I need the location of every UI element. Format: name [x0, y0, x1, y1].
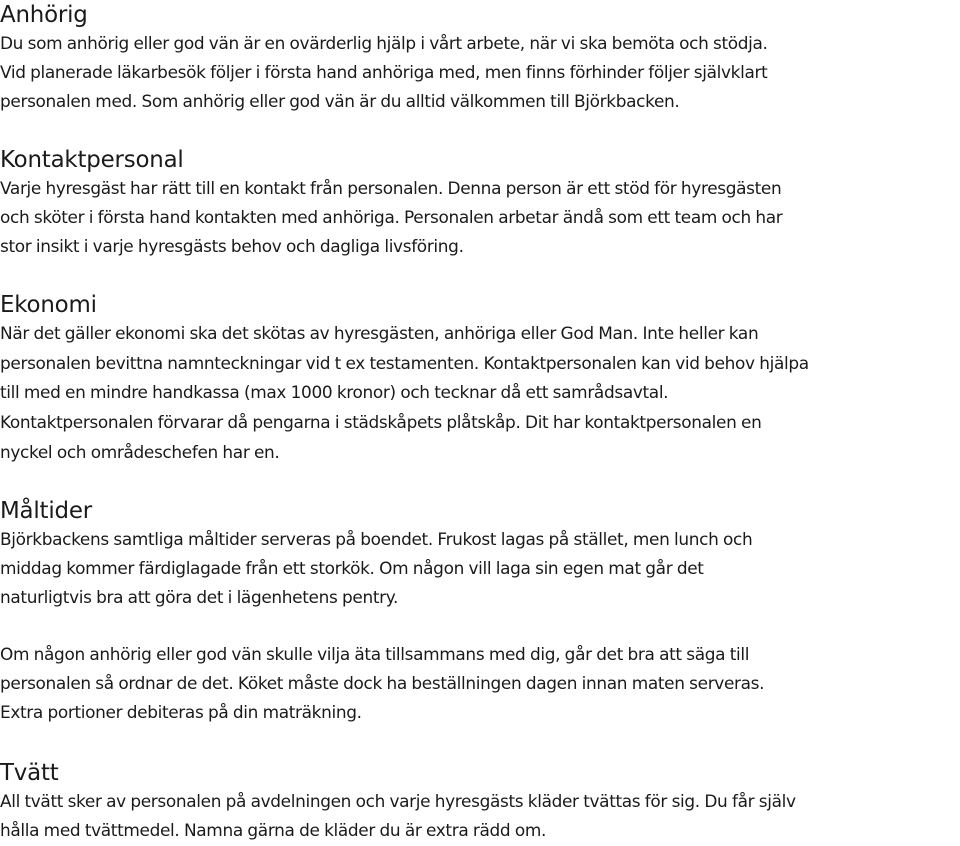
section-body [0, 788, 960, 846]
body-line: stor insikt i varje hyresgästs behov och dagliga livsföring. [0, 237, 464, 257]
section-maltider [0, 497, 960, 613]
body-line: Varje hyresgäst har rätt till en kontakt från personalen. Denna person är ett stöd för hyresgästen [0, 179, 782, 199]
body-line: nyckel och områdeschefen har en. [0, 442, 280, 463]
body-line: Du som anhörig eller god vän är en ovärderlig hjälp i vårt arbete, när vi ska bemöta och stödja. [0, 34, 768, 54]
section-heading: Måltider [0, 498, 92, 524]
section-body [0, 30, 960, 117]
body-line: Vid planerade läkarbesök följer i första hand anhöriga med, men finns förhinder följer självklart [0, 63, 768, 83]
body-line: Kontaktpersonalen förvarar då pengarna i städskåpets plåtskåp. Dit har kontaktpersonalen en [0, 413, 762, 434]
body-line: Extra portioner debiteras på din maträkning. [0, 703, 362, 723]
section-heading: Anhörig [0, 2, 88, 28]
body-line: naturligtvis bra att göra det i lägenhetens pentry. [0, 588, 399, 608]
section-body [0, 320, 960, 469]
body-line: All tvätt sker av personalen på avdelningen och varje hyresgästs kläder tvättas för sig. Du får själv [0, 792, 796, 812]
body-line: När det gäller ekonomi ska det skötas av hyresgästen, anhöriga eller God Man. Inte heller kan [0, 324, 759, 344]
body-line: och sköter i första hand kontakten med anhöriga. Personalen arbetar ändå som ett team och har [0, 208, 783, 228]
body-line: personalen så ordnar de det. Köket måste dock ha beställningen dagen innan maten serveras. [0, 674, 765, 694]
body-line: personalen med. Som anhörig eller god vän är du alltid välkommen till Björkbacken. [0, 92, 680, 112]
section-maltider-paragraph-2 [0, 641, 960, 728]
section-ekonomi [0, 291, 960, 469]
body-line: Björkbackens samtliga måltider serveras på boendet. Frukost lagas på stället, men lunch och [0, 530, 753, 550]
body-line: middag kommer färdiglagade från ett storkök. Om någon vill laga sin egen mat går det [0, 559, 704, 579]
section-heading: Ekonomi [0, 292, 97, 318]
body-line: personalen bevittna namnteckningar vid t ex testamenten. Kontaktpersonalen kan vid behov hjälpa [0, 353, 809, 374]
section-heading: Kontaktpersonal [0, 147, 184, 173]
body-line: hålla med tvättmedel. Namna gärna de kläder du är extra rädd om. [0, 821, 547, 841]
section-heading: Tvätt [0, 760, 59, 786]
section-body [0, 526, 960, 613]
body-line: Om någon anhörig eller god vän skulle vilja äta tillsammans med dig, går det bra att säga till [0, 645, 750, 665]
section-tvatt [0, 759, 960, 846]
section-anhorig [0, 1, 960, 117]
section-body [0, 175, 960, 262]
section-kontaktpersonal [0, 146, 960, 262]
body-line: till med en mindre handkassa (max 1000 kronor) och tecknar då ett samrådsavtal. [0, 383, 669, 404]
